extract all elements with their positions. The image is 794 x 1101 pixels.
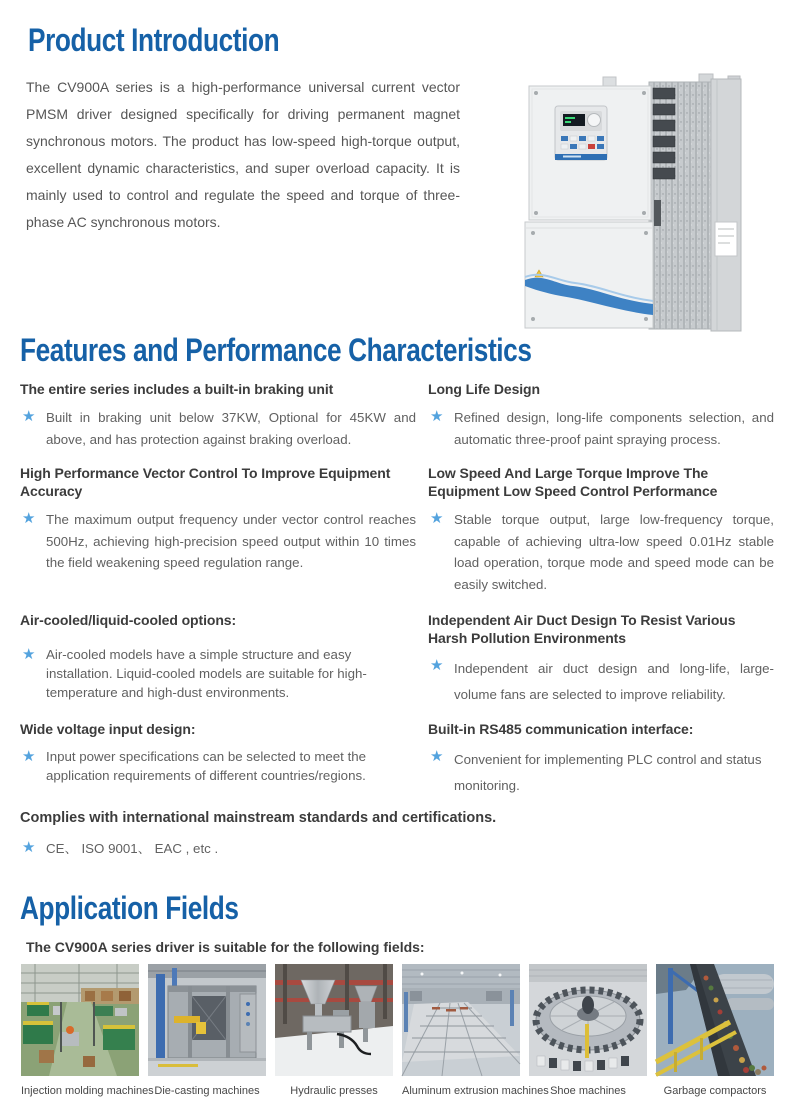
star-icon: ★: [430, 657, 444, 674]
star-icon: ★: [22, 646, 36, 663]
star-icon: ★: [430, 510, 444, 527]
feature-body: Input power specifications can be selected to meet the application requirements of different countries/regions.: [46, 749, 367, 783]
feature-body: The maximum output frequency under vector control reaches 500Hz, achieving high-precision speed output within 10 times the field weakening speed regulation range.: [46, 512, 416, 570]
star-icon: ★: [22, 510, 36, 527]
application-caption: Shoe machines: [550, 1084, 626, 1097]
star-icon: ★: [22, 748, 36, 765]
inverter-illustration: [503, 74, 790, 340]
feature-title: Complies with international mainstream standards and certifications.: [20, 810, 497, 826]
feature-title: Wide voltage input design:: [20, 721, 196, 737]
feature-body: CE、 ISO 9001、 EAC , etc .: [46, 841, 219, 856]
features-grid: [20, 380, 774, 809]
feature-title: Independent Air Duct Design To Resist Various Harsh Pollution Environments: [428, 612, 736, 646]
hydraulic-press-photo: [275, 964, 393, 1076]
feature-body: Built in braking unit below 37KW, Optional for 45KW and above, and has protection against braking overload.: [46, 410, 416, 447]
die-casting-photo: [148, 964, 266, 1076]
applications-row: [0, 964, 794, 1097]
feature-body: Independent air duct design and long-life, large-volume fans are selected to improve reliability.: [454, 661, 774, 702]
application-item: [275, 964, 393, 1097]
feature-long-life: [428, 380, 774, 450]
application-caption: Die-casting machines: [154, 1084, 260, 1097]
star-icon: ★: [22, 839, 36, 856]
garbage-compactor-photo: [656, 964, 774, 1076]
injection-molding-photo: [21, 964, 139, 1076]
star-icon: ★: [22, 408, 36, 425]
application-caption: Aluminum extrusion machines: [402, 1084, 549, 1097]
feature-title: Long Life Design: [428, 381, 540, 397]
feature-title: Air-cooled/liquid-cooled options:: [20, 612, 237, 628]
feature-body: Air-cooled models have a simple structure and easy installation. Liquid-cooled models are suitable for high-temperature and high-dust environments.: [46, 647, 367, 700]
application-item: [21, 964, 154, 1097]
feature-certifications: [20, 809, 774, 860]
feature-body: Convenient for implementing PLC control and status monitoring.: [454, 752, 762, 793]
application-caption: Hydraulic presses: [290, 1084, 378, 1097]
product-photo: [503, 74, 790, 340]
feature-title: High Performance Vector Control To Improve Equipment Accuracy: [20, 465, 391, 499]
star-icon: ★: [430, 748, 444, 765]
applications-subtitle: The CV900A series driver is suitable for the following fields:: [26, 938, 425, 955]
application-item: [529, 964, 647, 1097]
feature-vector-control: [20, 464, 416, 595]
intro-paragraph: The CV900A series is a high-performance universal current vector PMSM driver designed specifically for driving permanent magnet synchronous motors. The product has low-speed high-torque output, excellent dynamic characteristics, and super overload capacity. It is mainly used to control and regulate the speed and torque of three-phase AC synchronous motors.: [26, 79, 460, 230]
feature-cooling-options: [20, 611, 416, 708]
application-item: [148, 964, 266, 1097]
application-item: [656, 964, 774, 1097]
feature-low-speed-torque: [428, 464, 774, 595]
shoe-machine-photo: [529, 964, 647, 1076]
feature-body: Stable torque output, large low-frequency torque, capable of achieving ultra-low speed 0.01Hz stable load operation, torque mode and speed mode can be easily switched.: [454, 512, 774, 592]
feature-air-duct: [428, 611, 774, 708]
features-title: Features and Performance Characteristics: [20, 332, 532, 368]
applications-title: Application Fields: [20, 889, 239, 926]
features-section: [0, 332, 794, 860]
intro-section: [0, 22, 794, 236]
page-title: Product Introduction: [28, 22, 280, 58]
feature-title: Low Speed And Large Torque Improve The Equipment Low Speed Control Performance: [428, 465, 718, 499]
application-caption: Garbage compactors: [663, 1084, 767, 1097]
aluminum-extrusion-photo: [402, 964, 520, 1076]
star-icon: ★: [430, 408, 444, 425]
feature-wide-voltage: [20, 720, 416, 799]
feature-rs485: [428, 720, 774, 799]
feature-body: Refined design, long-life components selection, and automatic three-proof paint spraying process.: [454, 410, 774, 447]
applications-section: [0, 890, 794, 1097]
application-item: [402, 964, 549, 1097]
feature-braking-unit: [20, 380, 416, 450]
product-page: [0, 22, 794, 1101]
feature-title: The entire series includes a built-in braking unit: [20, 381, 334, 397]
application-caption: Injection molding machines: [21, 1084, 154, 1097]
feature-title: Built-in RS485 communication interface:: [428, 721, 694, 737]
